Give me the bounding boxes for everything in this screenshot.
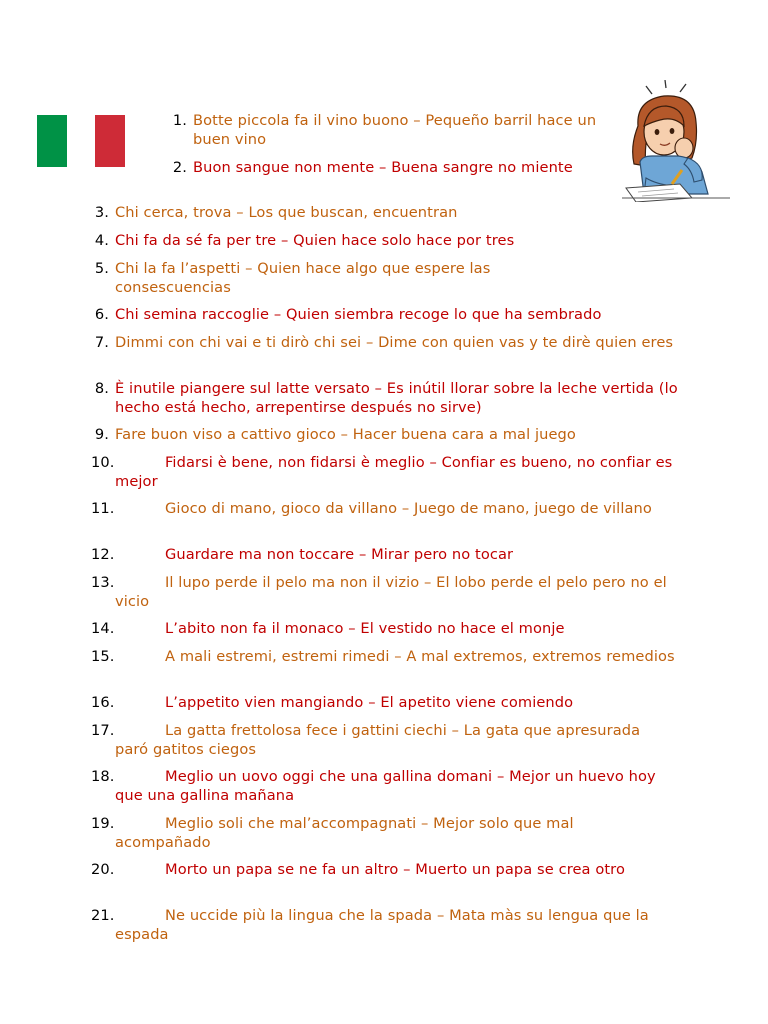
proverb-text: La gatta frettolosa fece i gattini ciechi – La gata que apresurada paró gatitos ciegos	[115, 722, 641, 758]
proverb-text: Meglio soli che mal’accompagnati – Mejor solo que mal acompañado	[115, 815, 574, 851]
proverb-text: Ne uccide più la lingua che la spada – Mata màs su lengua que la espada	[115, 907, 649, 943]
list-item	[172, 112, 613, 149]
item-number: 19.	[91, 815, 115, 832]
proverb-text: Buon sangue non mente – Buena sangre no miente	[193, 159, 573, 176]
item-number: 7.	[94, 334, 109, 351]
list-item	[172, 159, 613, 178]
proverb-text: Fidarsi è bene, non fidarsi è meglio – Confiar es bueno, no confiar es mejor	[115, 454, 673, 490]
list-item	[91, 648, 697, 667]
item-number: 17.	[91, 722, 115, 739]
item-number: 10.	[91, 454, 115, 471]
list-item	[91, 722, 645, 759]
list-item	[94, 426, 705, 445]
item-number: 15.	[91, 648, 115, 665]
item-number: 16.	[91, 694, 115, 711]
list-item	[91, 500, 697, 519]
proverb-text: A mali estremi, estremi rimedi – A mal extremos, extremos remedios	[165, 648, 675, 665]
proverb-text: Morto un papa se ne fa un altro – Muerto un papa se crea otro	[165, 861, 625, 878]
proverb-text: Chi la fa l’aspetti – Quien hace algo que espere las consescuencias	[115, 260, 491, 296]
list-item	[94, 380, 697, 417]
item-number: 5.	[94, 260, 109, 277]
list-item	[94, 306, 705, 325]
proverb-text: Chi semina raccoglie – Quien siembra recoge lo que ha sembrado	[115, 306, 602, 323]
list-item	[91, 454, 697, 491]
list-item	[94, 260, 555, 297]
list-item	[94, 204, 705, 223]
list-item	[91, 694, 697, 713]
proverb-text: Guardare ma non toccare – Mirar pero no tocar	[165, 546, 514, 563]
list-item	[91, 574, 697, 611]
list-item	[94, 232, 705, 251]
proverb-text: Botte piccola fa il vino buono – Pequeño barril hace un buen vino	[193, 112, 597, 148]
proverb-text: L’abito non fa il monaco – El vestido no hace el monje	[165, 620, 565, 637]
list-item	[91, 815, 660, 852]
proverb-text: Chi fa da sé fa per tre – Quien hace solo hace por tres	[115, 232, 515, 249]
item-number: 3.	[94, 204, 109, 221]
item-number: 21.	[91, 907, 115, 924]
item-number: 20.	[91, 861, 115, 878]
item-number: 18.	[91, 768, 115, 785]
item-number: 1.	[172, 112, 187, 129]
item-number: 11.	[91, 500, 115, 517]
proverb-text: Chi cerca, trova – Los que buscan, encuentran	[115, 204, 458, 221]
item-number: 9.	[94, 426, 109, 443]
proverb-text: L’appetito vien mangiando – El apetito viene comiendo	[165, 694, 574, 711]
item-number: 2.	[172, 159, 187, 176]
list-item	[94, 334, 677, 353]
proverb-text: Fare buon viso a cattivo gioco – Hacer buena cara a mal juego	[115, 426, 576, 443]
list-item	[91, 768, 660, 805]
item-number: 12.	[91, 546, 115, 563]
proverb-text: È inutile piangere sul latte versato – Es inútil llorar sobre la leche vertida (lo hecho está hecho, arrepentirse después no sirve)	[115, 380, 678, 416]
proverb-text: Meglio un uovo oggi che una gallina domani – Mejor un huevo hoy que una gallina mañana	[115, 768, 656, 804]
item-number: 14.	[91, 620, 115, 637]
proverb-text: Dimmi con chi vai e ti dirò chi sei – Dime con quien vas y te dirè quien eres	[115, 334, 674, 351]
list-item	[91, 620, 697, 639]
item-number: 6.	[94, 306, 109, 323]
list-item	[91, 907, 685, 944]
item-number: 13.	[91, 574, 115, 591]
proverb-text: Gioco di mano, gioco da villano – Juego de mano, juego de villano	[165, 500, 652, 517]
item-number: 8.	[94, 380, 109, 397]
item-number: 4.	[94, 232, 109, 249]
list-item	[91, 546, 697, 565]
list-item	[91, 861, 675, 880]
proverb-text: Il lupo perde il pelo ma non il vizio – El lobo perde el pelo pero no el vicio	[115, 574, 667, 610]
